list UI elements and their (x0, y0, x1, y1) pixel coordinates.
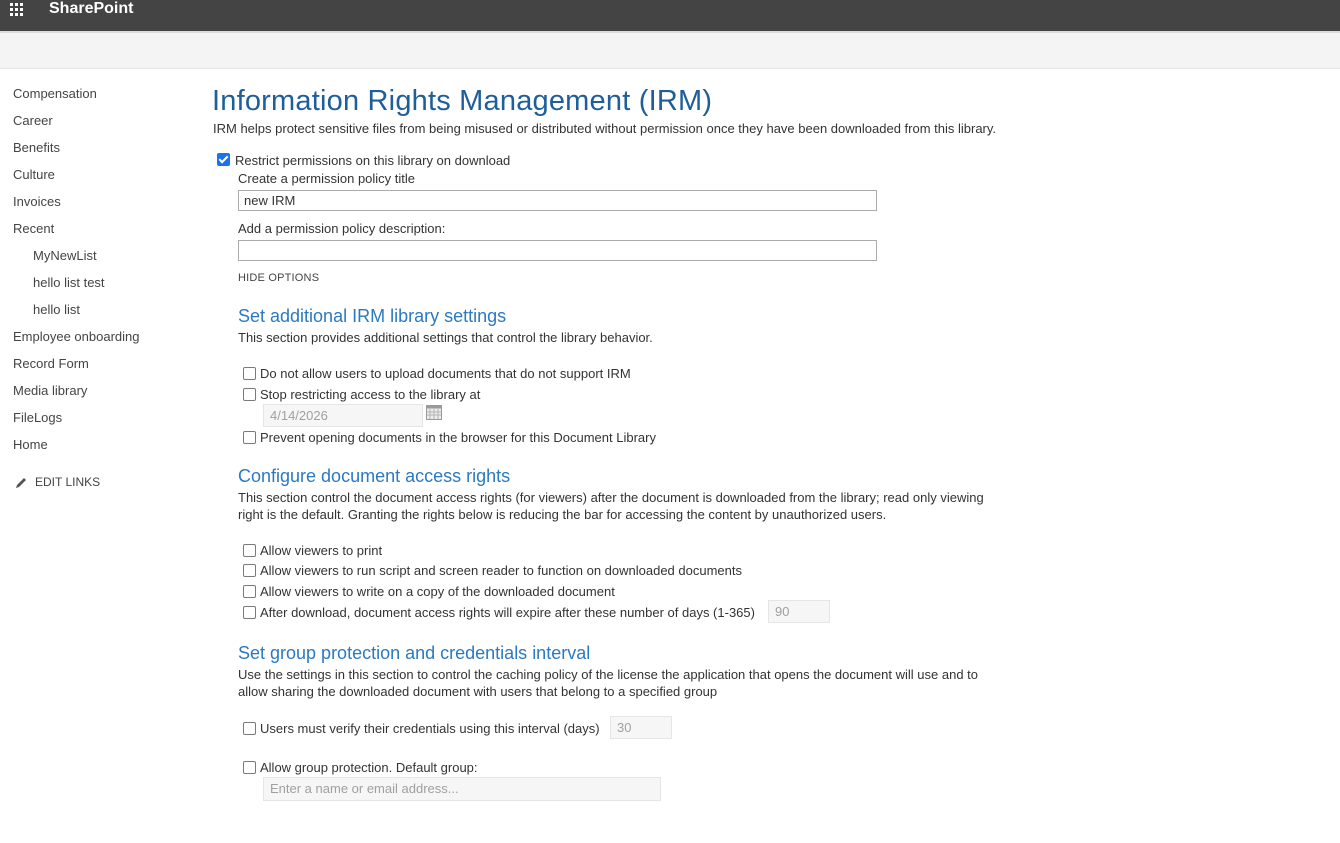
nav-item-compensation[interactable]: Compensation (13, 86, 97, 101)
library-settings-description: This section provides additional settings that control the library behavior. (238, 330, 653, 345)
suite-bar (0, 0, 1340, 33)
nav-item-invoices[interactable]: Invoices (13, 194, 61, 209)
expire-rights-label: After download, document access rights will expire after these number of days (1-365) (260, 605, 755, 620)
allow-script-label: Allow viewers to run script and screen reader to function on downloaded documents (260, 563, 742, 578)
policy-title-label: Create a permission policy title (238, 171, 416, 186)
page-title: Information Rights Management (IRM) (212, 85, 713, 117)
nav-item-hello-list-test[interactable]: hello list test (33, 275, 105, 290)
hide-options-link[interactable]: HIDE OPTIONS (238, 272, 320, 284)
stop-restricting-label: Stop restricting access to the library at (260, 387, 481, 402)
allow-write-label: Allow viewers to write on a copy of the downloaded document (260, 584, 615, 599)
expire-days-input[interactable]: 90 (768, 600, 830, 623)
ribbon-bar (0, 33, 1340, 69)
nav-item-culture[interactable]: Culture (13, 167, 55, 182)
edit-links-button[interactable] (15, 475, 100, 489)
nav-item-record-form[interactable]: Record Form (13, 356, 89, 371)
policy-title-input[interactable] (238, 190, 877, 211)
restrict-permissions-label: Restrict permissions on this library on download (235, 153, 511, 168)
nav-item-recent[interactable]: Recent (13, 221, 55, 236)
no-upload-label: Do not allow users to upload documents that do not support IRM (260, 366, 631, 381)
nav-item-hello-list[interactable]: hello list (33, 302, 80, 317)
nav-item-mynewlist[interactable]: MyNewList (33, 248, 97, 263)
group-protection-label: Allow group protection. Default group: (260, 760, 478, 775)
access-rights-heading: Configure document access rights (238, 466, 511, 486)
nav-item-employee-onboarding[interactable]: Employee onboarding (13, 329, 140, 344)
default-group-input[interactable]: Enter a name or email address... (263, 777, 661, 801)
nav-item-media-library[interactable]: Media library (13, 383, 88, 398)
policy-description-label: Add a permission policy description: (238, 221, 446, 236)
verify-credentials-label: Users must verify their credentials using this interval (days) (260, 721, 600, 736)
edit-links-label: EDIT LINKS (35, 475, 101, 489)
allow-script-checkbox[interactable] (243, 564, 256, 577)
library-settings-heading: Set additional IRM library settings (238, 306, 507, 326)
prevent-browser-checkbox[interactable] (243, 431, 256, 444)
restrict-permissions-checkbox[interactable] (217, 153, 230, 166)
stop-date-input[interactable]: 4/14/2026 (263, 404, 423, 427)
nav-item-home[interactable]: Home (13, 437, 48, 452)
no-upload-checkbox[interactable] (243, 367, 256, 380)
allow-print-checkbox[interactable] (243, 544, 256, 557)
brand-title[interactable]: SharePoint (49, 0, 134, 17)
page-description: IRM helps protect sensitive files from being misused or distributed without permission once they have been downloaded from this library. (213, 121, 997, 136)
pencil-icon (15, 476, 28, 489)
nav-item-career[interactable]: Career (13, 113, 53, 128)
group-protection-description-line2: allow sharing the downloaded document with users that belong to a specified group (238, 684, 718, 699)
nav-item-benefits[interactable]: Benefits (13, 140, 60, 155)
stop-restricting-checkbox[interactable] (243, 388, 256, 401)
access-rights-description-line2: right is the default. Granting the rights below is reducing the bar for accessing the content by unauthorized users. (238, 507, 887, 522)
verify-credentials-checkbox[interactable] (243, 722, 256, 735)
verify-days-input[interactable]: 30 (610, 716, 672, 739)
group-protection-heading: Set group protection and credentials interval (238, 643, 591, 663)
allow-print-label: Allow viewers to print (260, 543, 383, 558)
calendar-icon[interactable] (426, 405, 442, 420)
group-protection-checkbox[interactable] (243, 761, 256, 774)
access-rights-description-line1: This section control the document access rights (for viewers) after the document is downloaded from the library; read only viewing (238, 490, 984, 505)
expire-rights-checkbox[interactable] (243, 606, 256, 619)
group-protection-description-line1: Use the settings in this section to control the caching policy of the license the application that opens the document will use and to (238, 667, 978, 682)
waffle-icon[interactable] (10, 3, 24, 17)
policy-description-input[interactable] (238, 240, 877, 261)
allow-write-checkbox[interactable] (243, 585, 256, 598)
nav-item-filelogs[interactable]: FileLogs (13, 410, 63, 425)
prevent-browser-label: Prevent opening documents in the browser for this Document Library (260, 430, 656, 445)
